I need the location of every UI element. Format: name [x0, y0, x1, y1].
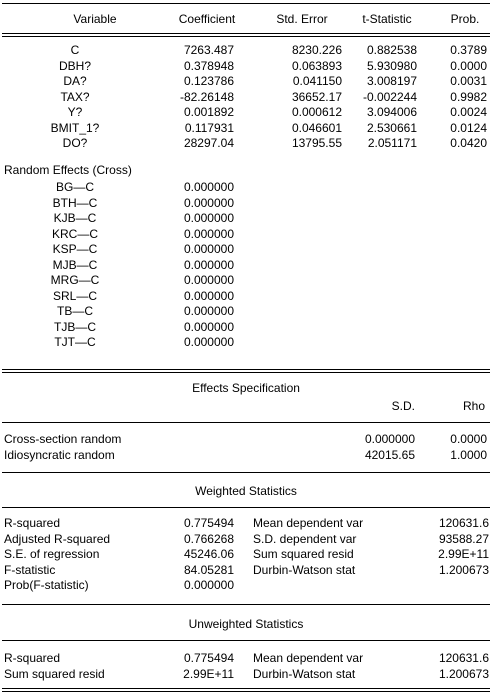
random-effect-value: 0.000000	[183, 195, 234, 210]
variable-name: TAX?	[60, 89, 90, 104]
table-row	[0, 667, 492, 683]
header-prob: Prob.	[450, 12, 480, 26]
t-statistic-value: 2.530661	[366, 120, 417, 135]
stat-label: S.E. of regression	[4, 547, 100, 561]
random-effect-value: 0.000000	[183, 304, 234, 318]
table-row	[0, 43, 492, 59]
random-effect-value: 0.000000	[183, 226, 234, 241]
stat-label-right: Durbin-Watson stat	[253, 666, 356, 681]
table-row	[0, 136, 492, 152]
variable-name: DA?	[63, 74, 87, 88]
unweighted-title: Unweighted Statistics	[188, 617, 304, 631]
weighted-title: Weighted Statistics	[195, 484, 297, 498]
effects-rho-label: Rho	[462, 399, 485, 413]
stat-label: R-squared	[4, 651, 61, 665]
variable-name: C	[70, 43, 80, 57]
table-row	[0, 59, 492, 75]
stat-value-right: 2.99E+11	[438, 547, 489, 561]
random-effect-value: 0.000000	[183, 257, 234, 272]
coefficient-table	[0, 43, 492, 152]
stat-value: 2.99E+11	[183, 666, 234, 681]
stat-label: F-statistic	[4, 562, 56, 577]
random-effect-name: SRL—C	[52, 288, 97, 303]
table-row	[0, 180, 492, 196]
header-double-rule	[2, 33, 490, 37]
random-effect-name: KJB—C	[53, 211, 97, 225]
random-effect-name: MRG—C	[50, 273, 100, 287]
random-effects-label: Random Effects (Cross)	[4, 163, 132, 177]
variable-name: BMIT_1?	[50, 120, 100, 135]
table-row	[0, 211, 492, 227]
prob-value: 0.0024	[450, 105, 487, 119]
stat-label-right: Durbin-Watson stat	[253, 562, 356, 577]
random-effect-name: MJB—C	[52, 257, 98, 272]
stat-label: Adjusted R-squared	[4, 531, 111, 546]
effects-rho-value: 0.0000	[450, 432, 487, 446]
stat-value-right: 1.200673	[438, 562, 489, 577]
table-row	[0, 547, 492, 563]
prob-value: 0.0031	[450, 74, 487, 88]
table-row	[0, 227, 492, 243]
table-row	[0, 448, 492, 464]
effects-spec-table	[0, 432, 492, 463]
random-effect-name: BTH—C	[52, 195, 98, 210]
weighted-stats-table	[0, 516, 492, 594]
random-effect-name: TB—C	[57, 304, 93, 318]
table-row	[0, 320, 492, 336]
stat-label-right: Sum squared resid	[253, 547, 354, 561]
table-row	[0, 335, 492, 351]
random-effect-value: 0.000000	[183, 180, 234, 194]
table-row	[0, 121, 492, 137]
t-statistic-value: 5.930980	[366, 58, 417, 73]
t-statistic-value: 3.008197	[366, 74, 417, 88]
header-variable: Variable	[73, 12, 117, 26]
unweighted-rule	[2, 640, 490, 641]
stat-value: 0.000000	[183, 578, 234, 592]
random-effect-value: 0.000000	[183, 335, 234, 349]
effects-rule	[2, 422, 490, 423]
table-row	[0, 196, 492, 212]
table-row	[0, 273, 492, 289]
coefficient-value: 0.001892	[183, 105, 234, 119]
random-effect-name: KSP—C	[52, 242, 98, 256]
header-coefficient: Coefficient	[178, 12, 236, 26]
stat-label-right: Mean dependent var	[253, 516, 364, 530]
random-effect-name: BG—C	[55, 180, 94, 194]
random-effect-name: TJB—C	[54, 319, 96, 334]
variable-name: Y?	[67, 105, 83, 119]
random-effect-name: TJT—C	[54, 335, 96, 349]
std-error-value: 13795.55	[291, 136, 342, 150]
random-effect-value: 0.000000	[183, 242, 234, 256]
table-row	[0, 90, 492, 106]
stat-label: R-squared	[4, 516, 61, 530]
std-error-value: 0.041150	[292, 74, 342, 88]
table-row	[0, 578, 492, 594]
prob-value: 0.0000	[450, 58, 487, 73]
t-statistic-value: 2.051171	[367, 136, 417, 150]
std-error-value: 0.046601	[291, 120, 342, 135]
effects-spec-title: Effects Specification	[192, 381, 300, 395]
bottom-double-rule	[2, 688, 490, 692]
coefficient-value: 0.123786	[183, 74, 234, 88]
stat-value-right: 93588.27	[438, 531, 489, 546]
stat-value: 0.775494	[183, 651, 234, 665]
coefficient-value: 7263.487	[183, 43, 234, 57]
table-row	[0, 242, 492, 258]
t-statistic-value: 0.882538	[366, 43, 417, 57]
random-effect-value: 0.000000	[183, 273, 234, 287]
stat-label: Prob(F-statistic)	[4, 578, 89, 592]
stat-label: Sum squared resid	[4, 666, 105, 681]
random-effects-table	[0, 180, 492, 351]
effects-sd-value: 0.000000	[364, 432, 415, 446]
effects-double-rule	[2, 369, 490, 373]
weighted-rule	[2, 507, 490, 508]
stat-value-right: 120631.6	[438, 516, 489, 530]
table-row	[0, 289, 492, 305]
stat-value-right: 1.200673	[438, 666, 489, 681]
prob-value: 0.9982	[450, 89, 487, 104]
effects-label: Cross-section random	[4, 432, 122, 446]
table-row	[0, 258, 492, 274]
stat-value: 45246.06	[183, 547, 234, 561]
prob-value: 0.3789	[450, 43, 487, 57]
table-row	[0, 563, 492, 579]
header-std-error: Std. Error	[276, 12, 328, 26]
table-row	[0, 105, 492, 121]
table-row	[0, 432, 492, 448]
stat-value-right: 120631.6	[438, 651, 489, 665]
t-statistic-value: 3.094006	[366, 105, 417, 119]
std-error-value: 0.063893	[291, 58, 342, 73]
variable-name: DBH?	[58, 58, 91, 73]
stat-value: 0.775494	[183, 516, 234, 530]
coefficient-value: 28297.04	[183, 136, 234, 150]
effects-sd-value: 42015.65	[364, 447, 415, 462]
random-effect-value: 0.000000	[183, 288, 234, 303]
weighted-top-rule	[2, 472, 490, 473]
coefficient-value: -82.26148	[179, 89, 234, 104]
std-error-value: 8230.226	[291, 43, 342, 57]
stat-label-right: Mean dependent var	[253, 651, 364, 665]
std-error-value: 0.000612	[291, 105, 342, 119]
variable-name: DO?	[62, 136, 88, 150]
unweighted-top-rule	[2, 604, 490, 605]
effects-label: Idiosyncratic random	[4, 447, 115, 462]
effects-rho-value: 1.0000	[450, 447, 487, 462]
coefficient-value: 0.378948	[183, 58, 234, 73]
coefficient-value: 0.117931	[184, 120, 234, 135]
prob-value: 0.0124	[450, 120, 487, 135]
header-t-statistic: t-Statistic	[362, 12, 412, 26]
table-row	[0, 516, 492, 532]
table-row	[0, 532, 492, 548]
effects-sd-label: S.D.	[391, 399, 415, 413]
random-effect-value: 0.000000	[183, 319, 234, 334]
random-effect-name: KRC—C	[51, 226, 98, 241]
random-effect-value: 0.000000	[183, 211, 234, 225]
std-error-value: 36652.17	[291, 89, 342, 104]
prob-value: 0.0420	[450, 136, 487, 150]
top-rule	[2, 3, 490, 4]
stat-value: 84.05281	[183, 562, 234, 577]
stat-label-right: S.D. dependent var	[253, 531, 357, 546]
stat-value: 0.766268	[183, 531, 234, 546]
table-row	[0, 651, 492, 667]
t-statistic-value: -0.002244	[362, 89, 417, 104]
unweighted-stats-table	[0, 651, 492, 682]
table-row	[0, 304, 492, 320]
table-row	[0, 74, 492, 90]
